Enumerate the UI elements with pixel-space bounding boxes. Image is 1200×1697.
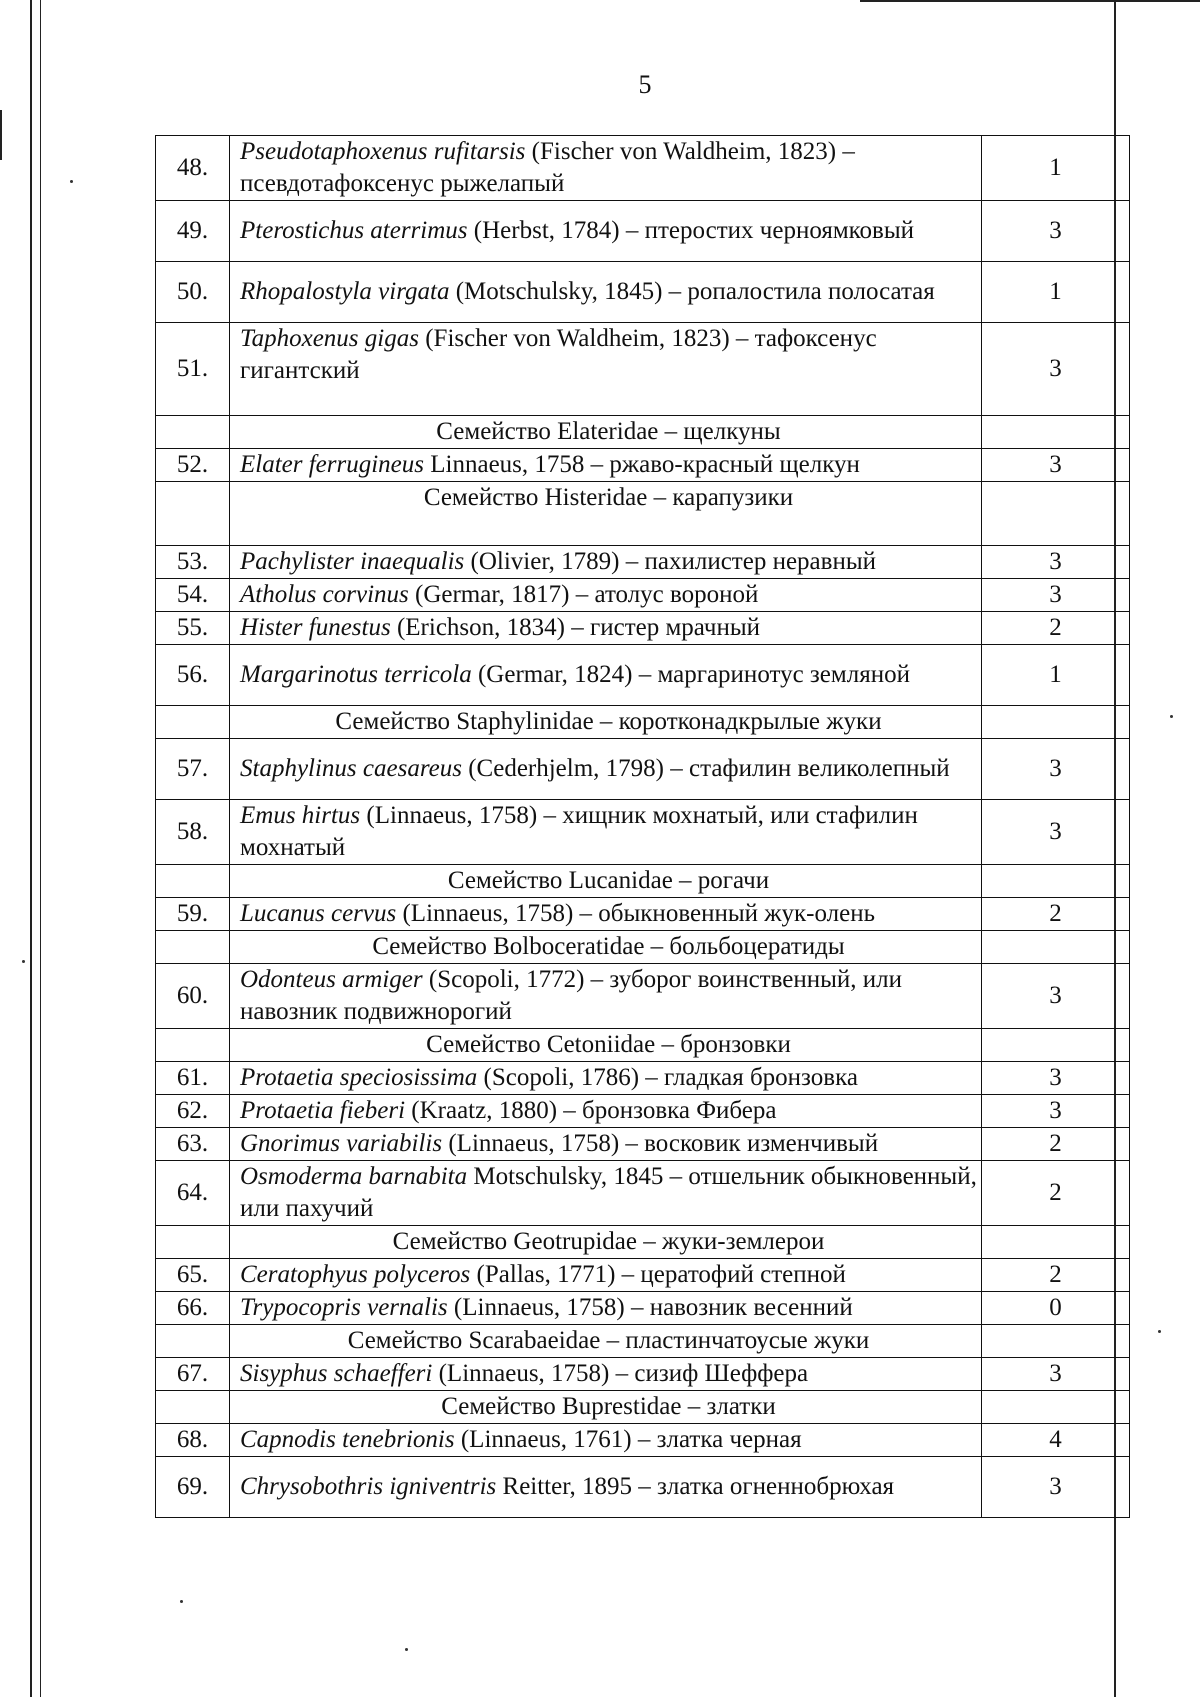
rarity-category: 3: [982, 201, 1130, 262]
species-number: 65.: [156, 1259, 230, 1292]
number-cell: [156, 865, 230, 898]
species-number: 63.: [156, 1128, 230, 1161]
author-and-common-name: (Linnaeus, 1758) – сизиф Шеффера: [432, 1360, 809, 1387]
species-number: 58.: [156, 800, 230, 865]
family-title: Семейство Elateridae – щелкуны: [230, 416, 982, 449]
rarity-category: 3: [982, 964, 1130, 1029]
family-header-row: [156, 931, 1130, 964]
species-name-cell: [230, 579, 982, 612]
species-number: 53.: [156, 546, 230, 579]
family-header-row: [156, 1029, 1130, 1062]
latin-name: Margarinotus terricola: [240, 661, 472, 688]
rarity-category: 3: [982, 1457, 1130, 1518]
rarity-category: 2: [982, 612, 1130, 645]
category-cell: [982, 931, 1130, 964]
rarity-category: 3: [982, 1095, 1130, 1128]
species-row: [156, 1259, 1130, 1292]
scan-edge-line: [860, 0, 1200, 2]
rarity-category: 0: [982, 1292, 1130, 1325]
species-row: [156, 1062, 1130, 1095]
rarity-category: 3: [982, 449, 1130, 482]
rarity-category: 2: [982, 1161, 1130, 1226]
category-cell: [982, 1226, 1130, 1259]
species-row: [156, 800, 1130, 865]
species-name-cell: [230, 449, 982, 482]
rarity-category: 2: [982, 1259, 1130, 1292]
scan-speck: [180, 1600, 183, 1603]
species-name-cell: [230, 546, 982, 579]
species-name-cell: [230, 1424, 982, 1457]
species-name-cell: [230, 136, 982, 201]
species-row: [156, 323, 1130, 416]
family-title: Семейство Cetoniidae – бронзовки: [230, 1029, 982, 1062]
rarity-category: 4: [982, 1424, 1130, 1457]
latin-name: Taphoxenus gigas: [240, 325, 419, 352]
family-title: Семейство Staphylinidae – коротконадкрылые жуки: [230, 706, 982, 739]
species-row: [156, 579, 1130, 612]
species-row: [156, 1292, 1130, 1325]
latin-name: Protaetia speciosissima: [240, 1064, 478, 1091]
species-row: [156, 612, 1130, 645]
author-and-common-name: (Herbst, 1784) – птеростих черноямковый: [467, 217, 915, 244]
category-cell: [982, 482, 1130, 546]
species-row: [156, 739, 1130, 800]
latin-name: Pachylister inaequalis: [240, 548, 465, 575]
number-cell: [156, 416, 230, 449]
species-number: 61.: [156, 1062, 230, 1095]
rarity-category: 3: [982, 1358, 1130, 1391]
latin-name: Emus hirtus: [240, 802, 361, 829]
family-header-row: [156, 706, 1130, 739]
family-header-row: [156, 1391, 1130, 1424]
number-cell: [156, 1226, 230, 1259]
number-cell: [156, 1391, 230, 1424]
species-number: 69.: [156, 1457, 230, 1518]
species-row: [156, 1161, 1130, 1226]
family-title: Семейство Scarabaeidae – пластинчатоусые жуки: [230, 1325, 982, 1358]
latin-name: Rhopalostyla virgata: [240, 278, 450, 305]
species-table-body: [156, 136, 1130, 1518]
species-number: 51.: [156, 323, 230, 416]
species-number: 59.: [156, 898, 230, 931]
species-row: [156, 1128, 1130, 1161]
species-row: [156, 645, 1130, 706]
latin-name: Pseudotaphoxenus rufitarsis: [240, 138, 526, 165]
family-title: Семейство Bolboceratidae – больбоцератиды: [230, 931, 982, 964]
category-cell: [982, 706, 1130, 739]
species-row: [156, 1424, 1130, 1457]
species-row: [156, 136, 1130, 201]
rarity-category: 1: [982, 262, 1130, 323]
species-name-cell: [230, 612, 982, 645]
family-header-row: [156, 482, 1130, 546]
author-and-common-name: (Linnaeus, 1758) – обыкновенный жук-олень: [396, 900, 876, 927]
species-row: [156, 201, 1130, 262]
species-number: 66.: [156, 1292, 230, 1325]
species-number: 57.: [156, 739, 230, 800]
author-and-common-name: (Fischer von Waldheim, 1823) – псевдотафоксенус рыжелапый: [240, 138, 855, 197]
species-row: [156, 1095, 1130, 1128]
rarity-category: 2: [982, 898, 1130, 931]
family-header-row: [156, 1226, 1130, 1259]
species-row: [156, 262, 1130, 323]
latin-name: Capnodis tenebrionis: [240, 1426, 455, 1453]
species-name-cell: [230, 645, 982, 706]
species-number: 54.: [156, 579, 230, 612]
rarity-category: 3: [982, 546, 1130, 579]
species-name-cell: [230, 1358, 982, 1391]
species-name-cell: [230, 201, 982, 262]
scan-edge-line: [0, 110, 2, 160]
rarity-category: 3: [982, 1062, 1130, 1095]
page-number: 5: [638, 70, 652, 99]
latin-name: Staphylinus caesareus: [240, 755, 462, 782]
number-cell: [156, 706, 230, 739]
author-and-common-name: (Olivier, 1789) – пахилистер неравный: [464, 548, 876, 575]
scan-edge-line: [30, 0, 32, 1697]
author-and-common-name: (Linnaeus, 1761) – златка черная: [454, 1426, 802, 1453]
species-number: 48.: [156, 136, 230, 201]
species-table: [155, 135, 1130, 1518]
species-number: 62.: [156, 1095, 230, 1128]
species-row: [156, 1358, 1130, 1391]
species-number: 68.: [156, 1424, 230, 1457]
author-and-common-name: Linnaeus, 1758 – ржаво-красный щелкун: [424, 451, 860, 478]
species-name-cell: [230, 323, 982, 416]
rarity-category: 3: [982, 739, 1130, 800]
species-row: [156, 964, 1130, 1029]
species-number: 55.: [156, 612, 230, 645]
species-name-cell: [230, 1062, 982, 1095]
latin-name: Hister funestus: [240, 614, 391, 641]
number-cell: [156, 1029, 230, 1062]
author-and-common-name: (Motschulsky, 1845) – ропалостила полосатая: [449, 278, 935, 305]
species-number: 67.: [156, 1358, 230, 1391]
scan-speck: [1158, 1330, 1161, 1333]
species-row: [156, 449, 1130, 482]
author-and-common-name: (Scopoli, 1786) – гладкая бронзовка: [477, 1064, 858, 1091]
rarity-category: 1: [982, 136, 1130, 201]
author-and-common-name: (Fischer von Waldheim, 1823) – тафоксенус гигантский: [240, 325, 877, 384]
scan-speck: [22, 960, 25, 963]
species-name-cell: [230, 1457, 982, 1518]
species-row: [156, 1457, 1130, 1518]
family-header-row: [156, 1325, 1130, 1358]
author-and-common-name: (Pallas, 1771) – цератофий степной: [470, 1261, 846, 1288]
species-name-cell: [230, 1161, 982, 1226]
family-header-row: [156, 416, 1130, 449]
category-cell: [982, 1029, 1130, 1062]
species-name-cell: [230, 1259, 982, 1292]
latin-name: Sisyphus schaefferi: [240, 1360, 433, 1387]
author-and-common-name: (Linnaeus, 1758) – хищник мохнатый, или стафилин мохнатый: [240, 802, 918, 861]
latin-name: Protaetia fieberi: [240, 1097, 406, 1124]
species-name-cell: [230, 1095, 982, 1128]
latin-name: Lucanus cervus: [240, 900, 397, 927]
scan-edge-line: [40, 0, 41, 1697]
author-and-common-name: (Germar, 1824) – маргаринотус земляной: [471, 661, 910, 688]
species-row: [156, 898, 1130, 931]
author-and-common-name: (Linnaeus, 1758) – навозник весенний: [447, 1294, 853, 1321]
author-and-common-name: (Germar, 1817) – атолус вороной: [408, 581, 759, 608]
number-cell: [156, 1325, 230, 1358]
species-number: 64.: [156, 1161, 230, 1226]
category-cell: [982, 1325, 1130, 1358]
rarity-category: 3: [982, 800, 1130, 865]
rarity-category: 3: [982, 323, 1130, 416]
species-number: 52.: [156, 449, 230, 482]
latin-name: Odonteus armiger: [240, 966, 423, 993]
species-number: 49.: [156, 201, 230, 262]
species-number: 50.: [156, 262, 230, 323]
species-name-cell: [230, 1292, 982, 1325]
author-and-common-name: (Scopoli, 1772) – зуборог воинственный, или навозник подвижнорогий: [240, 966, 903, 1025]
latin-name: Trypocopris vernalis: [240, 1294, 448, 1321]
species-number: 56.: [156, 645, 230, 706]
rarity-category: 2: [982, 1128, 1130, 1161]
scan-speck: [70, 180, 73, 183]
latin-name: Chrysobothris igniventris: [240, 1473, 497, 1500]
latin-name: Elater ferrugineus: [240, 451, 425, 478]
species-name-cell: [230, 739, 982, 800]
author-and-common-name: (Cederhjelm, 1798) – стафилин великолепный: [461, 755, 950, 782]
scan-speck: [1170, 715, 1173, 718]
latin-name: Gnorimus variabilis: [240, 1130, 443, 1157]
author-and-common-name: Motschulsky, 1845 – отшельник обыкновенный, или пахучий: [240, 1163, 977, 1222]
rarity-category: 1: [982, 645, 1130, 706]
species-name-cell: [230, 262, 982, 323]
rarity-category: 3: [982, 579, 1130, 612]
species-name-cell: [230, 800, 982, 865]
latin-name: Atholus corvinus: [240, 581, 409, 608]
number-cell: [156, 931, 230, 964]
author-and-common-name: (Kraatz, 1880) – бронзовка Фибера: [405, 1097, 777, 1124]
author-and-common-name: (Linnaeus, 1758) – восковик изменчивый: [442, 1130, 879, 1157]
family-title: Семейство Lucanidae – рогачи: [230, 865, 982, 898]
family-title: Семейство Histeridae – карапузики: [230, 482, 982, 546]
author-and-common-name: Reitter, 1895 – златка огненнобрюхая: [496, 1473, 895, 1500]
species-name-cell: [230, 964, 982, 1029]
latin-name: Osmoderma barnabita: [240, 1163, 468, 1190]
latin-name: Ceratophyus polyceros: [240, 1261, 471, 1288]
latin-name: Pterostichus aterrimus: [240, 217, 468, 244]
species-row: [156, 546, 1130, 579]
species-name-cell: [230, 898, 982, 931]
category-cell: [982, 1391, 1130, 1424]
category-cell: [982, 416, 1130, 449]
family-title: Семейство Buprestidae – златки: [230, 1391, 982, 1424]
scan-speck: [405, 1648, 408, 1651]
number-cell: [156, 482, 230, 546]
author-and-common-name: (Erichson, 1834) – гистер мрачный: [390, 614, 761, 641]
family-title: Семейство Geotrupidae – жуки-землерои: [230, 1226, 982, 1259]
category-cell: [982, 865, 1130, 898]
species-number: 60.: [156, 964, 230, 1029]
family-header-row: [156, 865, 1130, 898]
species-name-cell: [230, 1128, 982, 1161]
